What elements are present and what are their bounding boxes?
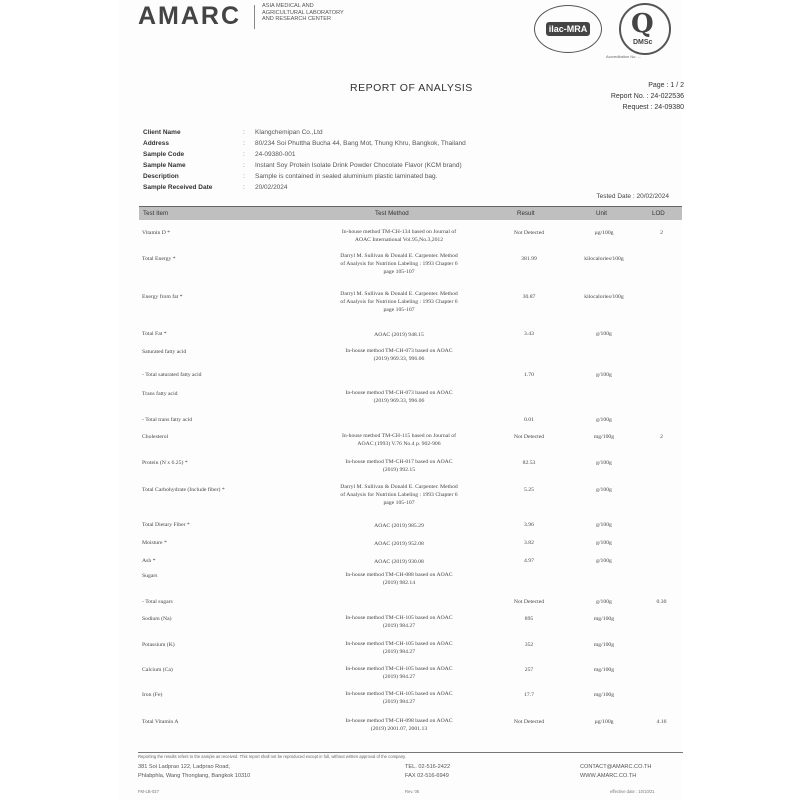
info-value: Sample is contained in sealed aluminium plastic laminated bag. (255, 173, 438, 180)
info-colon: : (243, 151, 245, 158)
cell-unit: mg/100g (593, 642, 615, 648)
accreditation-number: Accreditation No. ... (606, 54, 641, 59)
cell-unit: g/100g (596, 522, 612, 528)
form-number: FM-LB-027 (138, 789, 159, 794)
info-row (143, 160, 688, 171)
cell-unit: mg/100g (593, 692, 615, 698)
cell-unit: g/100g (596, 599, 612, 605)
cell-lod: 2 (660, 434, 663, 440)
cell-unit: mg/100g (593, 667, 615, 673)
cell-test-method: In-house method TM-CH-073 based on AOAC (2019) 969.33, 996.06 (345, 390, 453, 404)
cell-test-method: Darryl M. Sullivan & Donald E. Carpenter. Method of Analysis for Nutrition Labeling : 1993 Chapter 6 page 105-107 (340, 484, 458, 506)
cell-unit: µg/100g (594, 719, 614, 725)
cell-test-method: In-house method TM-CH-105 based on AOAC (2019) 984.27 (345, 615, 453, 629)
dmsc-quality-seal: Q DMSc (613, 3, 675, 55)
info-colon: : (243, 173, 245, 180)
info-value: Klangchemipan Co.,Ltd (255, 129, 323, 136)
cell-result: Not Detected (513, 599, 545, 605)
cell-test-item: Trans fatty acid (142, 391, 178, 397)
cell-test-method: In-house method TM-CH-105 based on AOAC (2019) 984.27 (345, 691, 453, 705)
revision: Rev. 06 (405, 789, 420, 794)
cell-unit: µg/100g (594, 230, 614, 236)
cell-test-method: In-house method TM-CH-105 based on AOAC (2019) 984.27 (345, 641, 453, 655)
logo-subtitle: ASIA MEDICAL AND AGRICULTURAL LABORATORY AND RESEARCH CENTER (262, 3, 344, 23)
cell-test-item: Sodium (Na) (142, 616, 172, 622)
cell-lod: 2 (660, 230, 663, 236)
page-number: Page : 1 / 2 (648, 82, 684, 89)
cell-test-item: Moisture * (142, 540, 167, 546)
footer-phone: TEL. 02-516-2422 FAX 02-516-6949 (405, 764, 451, 779)
info-label: Address (143, 140, 170, 147)
amarc-logo: AMARC (138, 2, 242, 30)
cell-test-method: In-house method TM-CH-088 based on AOAC (2019) 982.14 (345, 572, 453, 586)
footer-contact: CONTACT@AMARC.CO.TH WWW.AMARC.CO.TH (580, 764, 652, 779)
seal-q-letter: Q (631, 9, 654, 39)
effective-date: effective date : 10/10/21 (610, 789, 655, 794)
header-test-method: Test Method (375, 210, 409, 217)
info-colon: : (243, 129, 245, 136)
cell-result: 17.7 (524, 692, 534, 698)
cell-result: 30.87 (522, 294, 536, 300)
request-number: Request : 24-09380 (622, 104, 684, 111)
cell-unit: g/100g (596, 540, 612, 546)
cell-unit: g/100g (596, 372, 612, 378)
info-colon: : (243, 184, 245, 191)
cell-test-item: Saturated fatty acid (142, 349, 187, 355)
info-colon: : (243, 162, 245, 169)
cell-unit: g/100g (596, 417, 612, 423)
info-label: Sample Received Date (143, 184, 213, 191)
cell-test-method: In-house method TM-CH-098 based on AOAC (2019) 2001.07, 2001.13 (345, 718, 453, 732)
cell-test-item: - Total trans fatty acid (142, 417, 193, 423)
cell-test-method: In-house method TM-CH-017 based on AOAC (2019) 992.15 (345, 459, 453, 473)
info-row (143, 171, 688, 182)
cell-test-method: In-house method TM-CH-073 based on AOAC (2019) 969.33, 996.06 (345, 348, 453, 362)
cell-test-method: AOAC (2019) 985.29 (374, 523, 424, 529)
info-value: 20/02/2024 (255, 184, 288, 191)
header-test-item: Test Item (143, 210, 169, 217)
cell-result: Not Detected (513, 719, 545, 725)
cell-test-item: Sugars (142, 573, 158, 579)
info-colon: : (243, 140, 245, 147)
cell-test-item: Total Carbohydrate (Include fiber) * (142, 487, 225, 493)
cell-lod: 0.30 (656, 599, 667, 605)
cell-unit: g/100g (596, 331, 612, 337)
info-label: Sample Name (143, 162, 186, 169)
info-value: 80/234 Soi Phuttha Bucha 44, Bang Mot, Thung Khru, Bangkok, Thailand (255, 140, 466, 147)
cell-unit: g/100g (596, 487, 612, 493)
tested-date: Tested Date : 20/02/2024 (596, 193, 669, 200)
cell-test-item: Vitamin D * (142, 230, 171, 236)
cell-test-item: Potassium (K) (142, 642, 175, 648)
cell-unit: kilocalories/100g (584, 256, 624, 262)
header-unit: Unit (596, 210, 608, 217)
cell-test-item: Protein (N x 6.25) * (142, 460, 188, 466)
info-row (143, 127, 688, 138)
cell-result: 3.43 (524, 331, 534, 337)
cell-test-item: - Total saturated fatty acid (142, 372, 202, 378)
header-lod: LOD (652, 210, 665, 217)
info-label: Client Name (143, 129, 181, 136)
cell-result: 0.01 (524, 417, 534, 423)
table-header (139, 206, 682, 220)
cell-result: 1.70 (524, 372, 534, 378)
cell-test-method: Darryl M. Sullivan & Donald E. Carpenter. Method of Analysis for Nutrition Labeling : 1993 Chapter 6 page 105-107 (340, 291, 458, 313)
header-result: Result (517, 210, 535, 217)
cell-result: 895 (524, 616, 534, 622)
info-label: Sample Code (143, 151, 185, 158)
report-title: REPORT OF ANALYSIS (350, 82, 473, 94)
report-number: Report No. : 24-022536 (610, 93, 684, 100)
cell-test-method: AOAC (2019) 952.08 (374, 541, 424, 547)
right-margin (682, 0, 800, 800)
cell-result: 5.25 (524, 487, 534, 493)
info-value: Instant Soy Protein Isolate Drink Powder Chocolate Flavor (KCM brand) (255, 162, 462, 169)
info-row (143, 149, 688, 160)
cell-test-item: Calcium (Ca) (142, 667, 173, 673)
info-value: 24-09380-001 (255, 151, 296, 158)
cell-result: 3.82 (524, 540, 534, 546)
cell-result: 3.96 (524, 522, 534, 528)
page-info (611, 80, 684, 113)
cell-result: 257 (524, 667, 534, 673)
cell-result: 82.53 (522, 460, 536, 466)
cell-result: 352 (524, 642, 534, 648)
cell-test-item: Total Vitamin A (142, 719, 179, 725)
cell-test-item: Total Energy * (142, 256, 176, 262)
cell-test-method: AOAC (2019) 948.15 (374, 332, 424, 338)
cell-test-item: Ash * (142, 558, 156, 564)
cell-result: 4.97 (524, 558, 534, 564)
cell-test-item: Cholesterol (142, 434, 169, 440)
cell-unit: g/100g (596, 558, 612, 564)
footer-note: Reporting the results refers to the sample as received. This report shall not be reproduced except in full, without written approval of the company. (138, 754, 406, 759)
ilac-mra-seal: ilac-MRA (534, 5, 602, 53)
cell-result: 381.99 (521, 256, 537, 262)
cell-unit: g/100g (596, 460, 612, 466)
left-margin (0, 0, 118, 800)
client-info (143, 127, 688, 193)
cell-unit: kilocalories/100g (584, 294, 624, 300)
cell-test-item: Total Fat * (142, 331, 167, 337)
info-row (143, 138, 688, 149)
info-row (143, 182, 688, 193)
cell-test-method: In-house method TM-CH-105 based on AOAC (2019) 984.27 (345, 666, 453, 680)
cell-test-item: Total Dietary Fiber * (142, 522, 190, 528)
cell-result: Not Detected (513, 230, 545, 236)
cell-lod: 4.16 (656, 719, 667, 725)
cell-test-item: Iron (Fe) (142, 692, 163, 698)
cell-result: Not Detected (513, 434, 545, 440)
footer-address: 381 Soi Ladprao 122, Ladprao Road, Phlabphla, Wang Thonglang, Bangkok 10310 (138, 764, 251, 779)
cell-test-method: In-house method TM-CH-115 based on Journal of AOAC (1993) V.76 No.4 p. 902-906 (341, 433, 457, 447)
cell-unit: mg/100g (593, 434, 615, 440)
cell-test-method: In-house method TM-CH-134 based on Journal of AOAC International Vol.95,No.3,2012 (341, 229, 457, 243)
cell-test-method: Darryl M. Sullivan & Donald E. Carpenter. Method of Analysis for Nutrition Labeling : 1993 Chapter 6 page 105-107 (340, 253, 458, 275)
footer-divider (138, 752, 683, 753)
info-label: Description (143, 173, 179, 180)
cell-test-method: AOAC (2019) 930.08 (374, 559, 424, 565)
cell-unit: mg/100g (593, 616, 615, 622)
cell-test-item: Energy from fat * (142, 294, 183, 300)
cell-test-item: - Total sugars (142, 599, 173, 605)
logo-divider (254, 5, 255, 29)
